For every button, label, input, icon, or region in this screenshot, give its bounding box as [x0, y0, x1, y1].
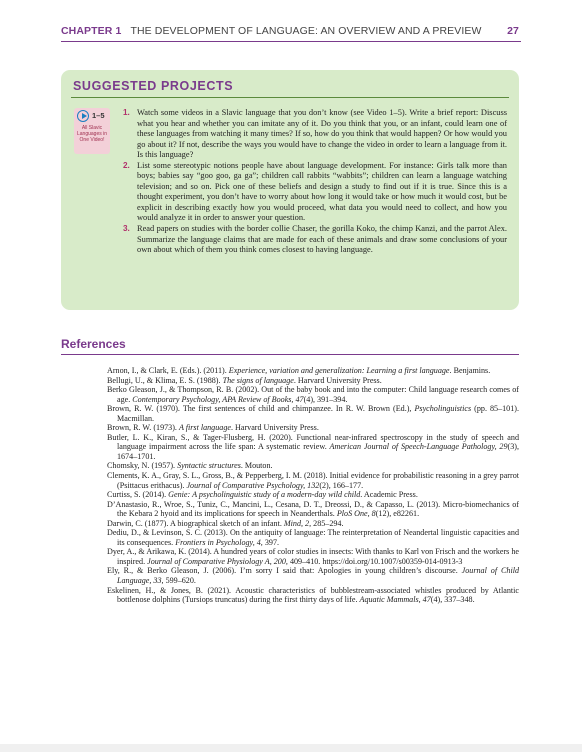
project-number: 3. [123, 224, 130, 234]
reference-entry: Arnon, I., & Clark, E. (Eds.). (2011). Experience, variation and generalization: Learning a first language. Benjamins. [107, 366, 491, 375]
project-text: List some stereotypic notions people have about language development. For instance: Girls talk more than boys; babies say “goo goo, ga ga”; children call rabbits “wabbits”; children can learn a language watching television; and so on. Pick one of these beliefs and design a study to find out if it is true. Since this is a thought experiment, you don’t have to worry about how long it would take or how much it would cost, but be explicit in describing exactly how you would proceed, what data you would need to collect, and how you would analyze it in order to answer your question. [137, 160, 507, 223]
project-text: Read papers on studies with the border collie Chaser, the gorilla Koko, the chimp Kanzi, and the parrot Alex. Summarize the language claims that are made for each of these animals and draw some conclusions of your own about which of them you think comes closest to having language. [137, 224, 507, 255]
play-circle-icon[interactable] [77, 110, 89, 122]
project-item [121, 224, 507, 256]
reference-entry: Brown, R. W. (1970). The first sentences of child and chimpanzee. In R. W. Brown (Ed.), Psycholinguistics (pp. 85–101). Macmillan. [107, 404, 519, 423]
reference-entry: Eskelinen, H., & Jones, B. (2021). Acoustic characteristics of bubblestream-associated whistles produced by Atlantic bottlenose dolphins (Tursiops truncatus) during the first thirty days of life. Aquatic Mammals, 47(4), 337–348. [107, 585, 519, 605]
projects-rule [71, 97, 509, 98]
reference-entry: Berko Gleason, J., & Thompson, R. B. (2002). Out of the baby book and into the computer: Child language research comes of age. Contemporary Psychology, APA Review of Books, 47(4), 391–394. [107, 385, 519, 404]
projects-title: SUGGESTED PROJECTS [73, 79, 234, 93]
reference-entry: Clements, K. A., Gray, S. L., Gross, B., & Pepperberg, I. M. (2018). Initial evidence for probabilistic reasoning in a grey parrot (Psittacus erithacus). Journal of Comparative Psychology, 132(2), 166–177. [107, 471, 519, 490]
suggested-projects-box [61, 70, 519, 310]
reference-entry: D’Anastasio, R., Wroe, S., Tuniz, C., Mancini, L., Cesana, D. T., Dreossi, D., & Capasso, L. (2013). Micro-biomechanics of the Kebara 2 hyoid and its implications for speech in Neanderthals. PloS One, 8(12), e82261. [107, 499, 519, 519]
reference-entry: Curtiss, S. (2014). Genie: A psycholinguistic study of a modern-day wild child. Academic Press. [107, 490, 418, 500]
reference-entry: Butler, L. K., Kiran, S., & Tager-Flusberg, H. (2020). Functional near-infrared spectroscopy in the study of speech and language impairment across the life span: A systematic review. American Journal of Speech-Language Pathology, 29(3), 1674–1701. [107, 432, 519, 461]
header-rule [61, 41, 521, 42]
reference-entry: Brown, R. W. (1973). A first language. Harvard University Press. [107, 423, 319, 433]
chapter-label: CHAPTER 1 [61, 25, 122, 37]
video-badge[interactable] [74, 108, 110, 154]
project-number: 1. [123, 108, 130, 117]
project-text: Watch some videos in a Slavic language that you don’t know (see Video 1–5). Write a brief report: Discuss what you hear and whether you can imitate any of it. Do you think that you, or an infant, could learn one of these languages from watching it many times? If so, how do you think that would happen? Or how would you go about it? If not, describe the ways you would have to change the video in order to learn a language from it. Is this language? [137, 108, 507, 160]
reference-entry: Chomsky, N. (1957). Syntactic structures. Mouton. [107, 461, 273, 471]
projects-list [121, 108, 507, 256]
video-caption: All Slavic Languages in One Video! [76, 125, 108, 143]
references-rule [61, 354, 519, 355]
references-list [107, 366, 519, 605]
bottom-bar [0, 744, 582, 752]
running-head [61, 25, 521, 39]
project-number: 2. [123, 160, 130, 170]
reference-entry: Dyer, A., & Arikawa, K. (2014). A hundred years of color studies in insects: With thanks to Karl von Frisch and the workers he inspired. Journal of Comparative Physiology A, 200, 409–410. https://doi.org/10.1007/s00359-014-0913-3 [107, 547, 519, 566]
chapter-title: THE DEVELOPMENT OF LANGUAGE: AN OVERVIEW AND A PREVIEW [130, 25, 482, 37]
reference-entry: Darwin, C. (1877). A biographical sketch of an infant. Mind, 2, 285–294. [107, 518, 344, 528]
reference-entry: Ely, R., & Berko Gleason, J. (2006). I’m sorry I said that: Apologies in young children’s discourse. Journal of Child Language, 33, 599–620. [107, 566, 519, 586]
project-item [121, 108, 507, 161]
project-item [121, 161, 507, 224]
reference-entry: Dediu, D., & Levinson, S. C. (2013). On the antiquity of language: The reinterpretation of Neandertal linguistic capacities and its consequences. Frontiers in Psychology, 4, 397. [107, 528, 519, 547]
reference-entry: Bellugi, U., & Klima, E. S. (1988). The signs of language. Harvard University Press. [107, 375, 382, 385]
page-number: 27 [507, 25, 519, 37]
video-number: 1–5 [92, 111, 105, 120]
references-heading: References [61, 337, 126, 351]
